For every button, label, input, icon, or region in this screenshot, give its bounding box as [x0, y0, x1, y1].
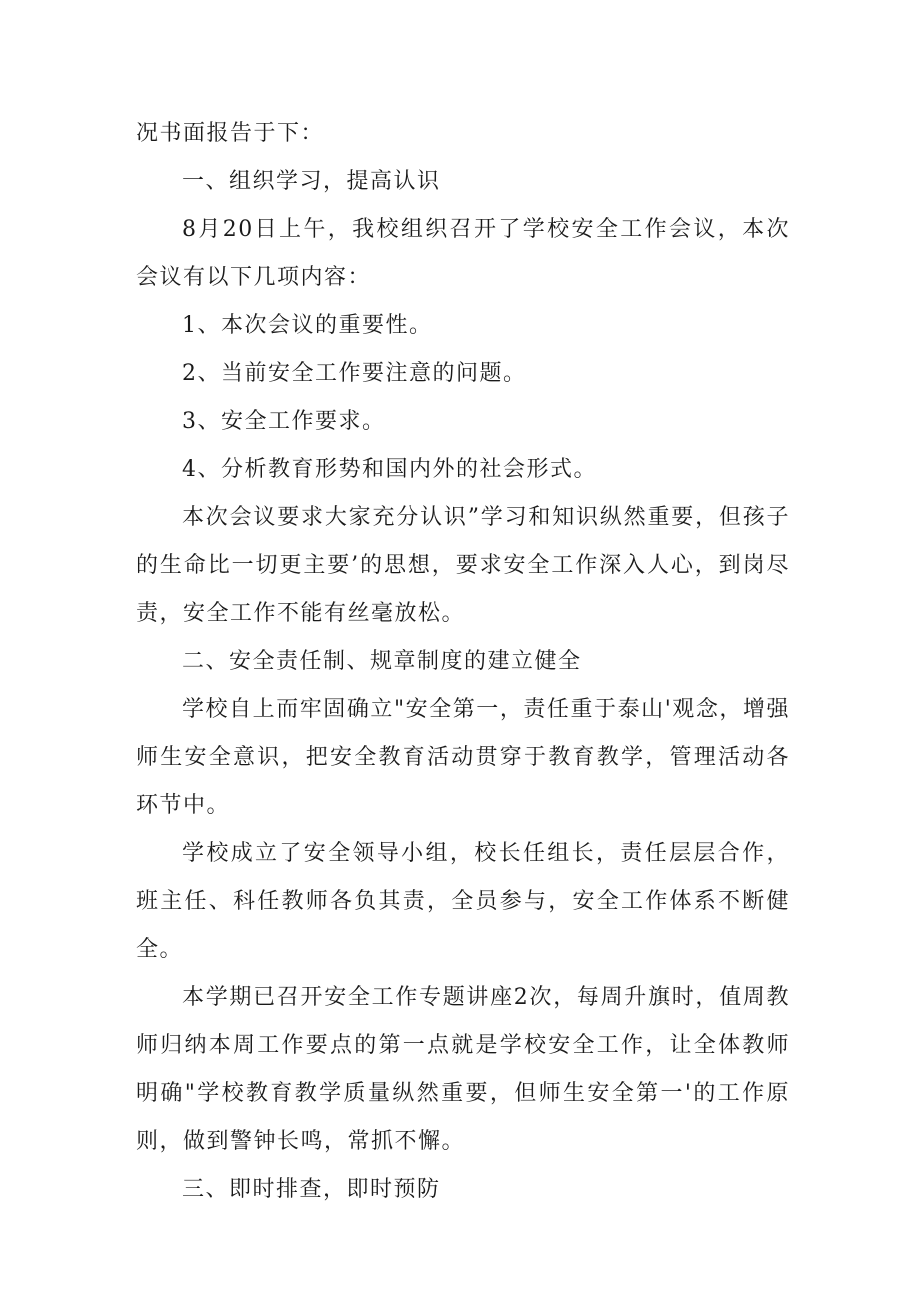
paragraph-meeting-intro: 8月20日上午，我校组织召开了学校安全工作会议，本次会议有以下几项内容：	[136, 217, 790, 290]
section-heading-2: 二、安全责任制、规章制度的建立健全	[182, 649, 582, 674]
paragraph-leadership-group: 学校成立了安全领导小组，校长任组长，责任层层合作，班主任、科任教师各负其责，全员参与，安全工作体系不断健全。	[136, 841, 790, 962]
section-heading-3: 三、即时排查，即时预防	[182, 1177, 441, 1202]
paragraph-meeting-requirement: 本次会议要求大家充分认识”学习和知识纵然重要，但孩子的生命比一切更主要’的思想，要求安全工作深入人心，到岗尽责，安全工作不能有丝毫放松。	[136, 505, 790, 626]
paragraph-lectures: 本学期已召开安全工作专题讲座2次，每周升旗时，值周教师归纳本周工作要点的第一点就是学校安全工作，让全体教师明确"学校教育教学质量纵然重要，但师生安全第一'的工作原则，做到警钟长鸣，常抓不懈。	[136, 985, 790, 1154]
list-item-4: 4、分析教育形势和国内外的社会形式。	[182, 457, 597, 482]
section-heading-1: 一、组织学习，提高认识	[182, 169, 441, 194]
document-body	[136, 110, 790, 1214]
list-item-2: 2、当前安全工作要注意的问题。	[182, 361, 527, 386]
list-item-3: 3、安全工作要求。	[182, 409, 386, 434]
paragraph-safety-first: 学校自上而牢固确立"安全第一，责任重于泰山'观念，增强师生安全意识，把安全教育活动贯穿于教育教学，管理活动各环节中。	[136, 697, 790, 818]
paragraph-continuation: 况书面报告于下：	[136, 121, 325, 146]
list-item-1: 1、本次会议的重要性。	[182, 313, 433, 338]
